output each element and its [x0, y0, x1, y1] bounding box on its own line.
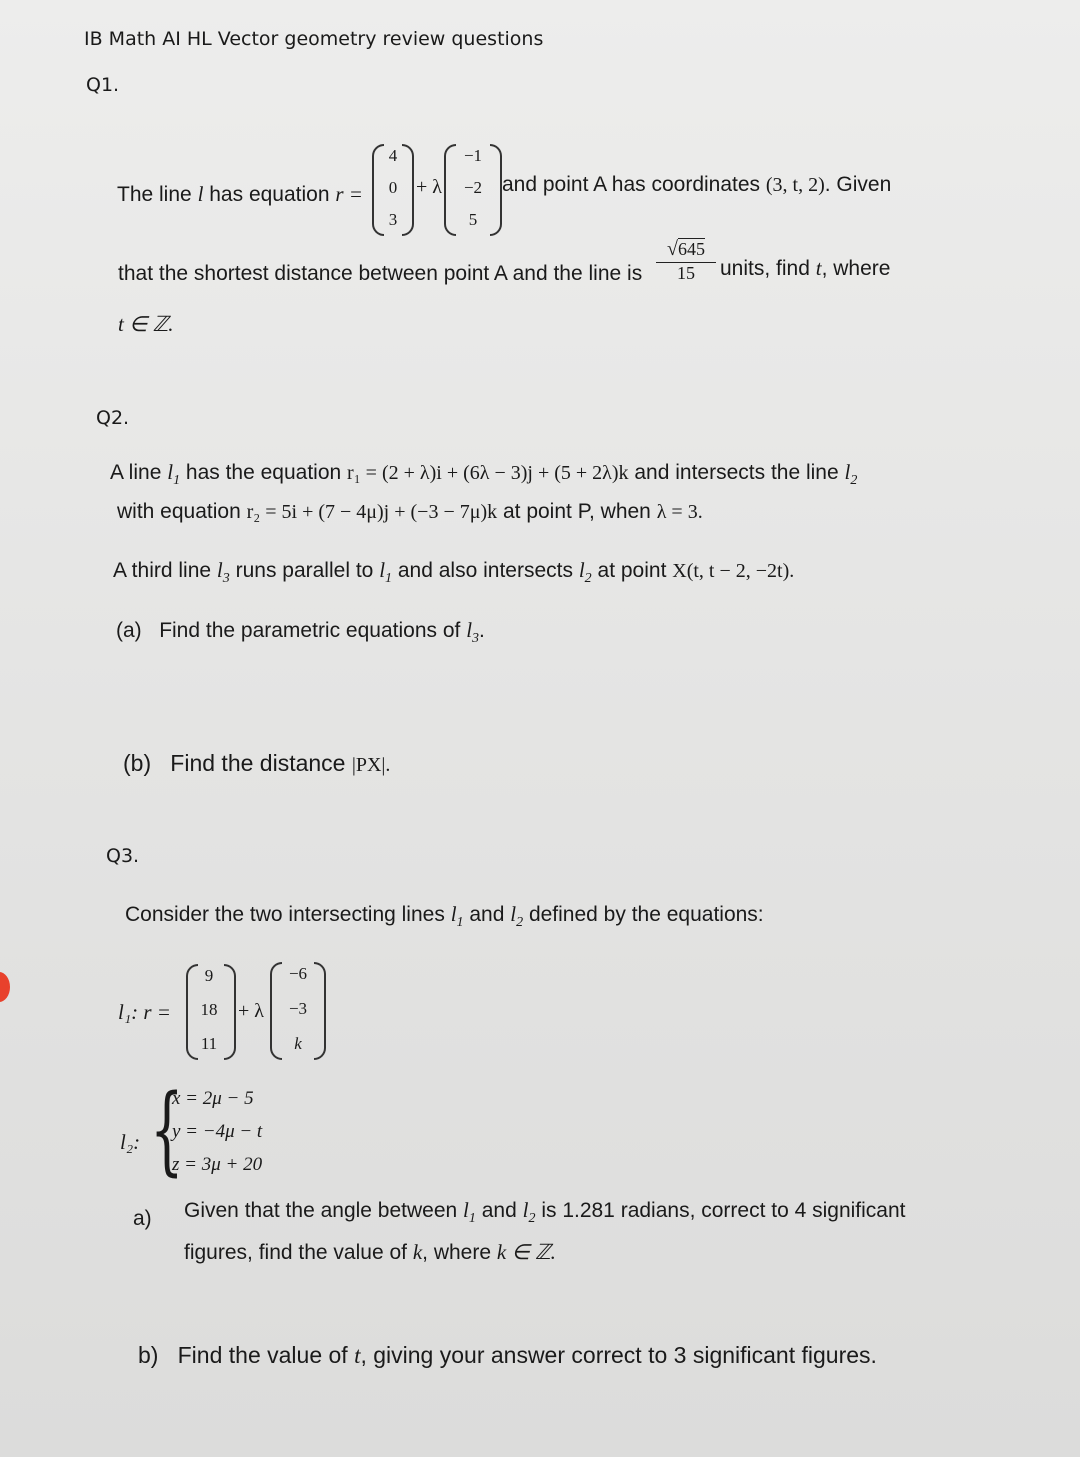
q1-label: Q1.: [86, 74, 120, 96]
q3-label: Q3.: [106, 845, 140, 867]
q3-l2-brace: {: [150, 1074, 184, 1186]
q1-position-vector: 4 0 3: [388, 146, 398, 229]
q3-l2-eq-x: x = 2μ − 5: [172, 1088, 254, 1109]
q3-pos-vec-right-paren: [224, 964, 236, 1060]
q3-plus-lambda: + λ: [238, 1000, 264, 1022]
q3-direction-vector: −6 −3 k: [288, 964, 308, 1053]
q1-text-pointA: and point A has coordinates (3, t, 2). Given: [502, 173, 892, 196]
q2-line2-text: with equation r₂ = 5i + (7 − 4μ)j + (−3 − 7μ)k at point P, when λ = 3.: [117, 500, 703, 523]
q1-text-start: The line l has equation r =: [117, 182, 363, 206]
q1-pos-vec-right-paren: [402, 144, 414, 236]
q3-part-a-line1: Given that the angle between $l_1$ and $l_2$ is 1.281 radians, correct to 4 significant: [184, 1198, 906, 1226]
q2-part-b: (b) Find the distance |PX|.: [123, 750, 391, 776]
q2-label: Q2.: [96, 407, 130, 429]
q1-direction-vector: −1 −2 5: [463, 146, 483, 229]
q2-line3-text: A third line $l_3$ runs parallel to $l_1$ and also intersects $l_2$ at point X(t, t − 2, −2t).: [113, 558, 795, 586]
q1-plus-lambda: + λ: [416, 176, 442, 198]
q1-distance-fraction: $\frac{√645}{15}$: [656, 238, 716, 284]
page-title: IB Math AI HL Vector geometry review questions: [84, 28, 544, 50]
q1-text-shortest: that the shortest distance between point A and the line is: [118, 262, 643, 285]
q3-position-vector: 9 18 11: [200, 966, 218, 1053]
q3-part-b: b) Find the value of t, giving your answer correct to 3 significant figures.: [138, 1342, 877, 1368]
q2-line1-text: A line $l_1$ has the equation r₁ = (2 + λ)i + (6λ − 3)j + (5 + 2λ)k and intersects the line $l_2$: [110, 460, 858, 488]
q1-dir-vec-right-paren: [490, 144, 502, 236]
q3-part-a-line2: figures, find the value of k, where k ∈ ℤ.: [184, 1240, 556, 1264]
q3-l1-label: l₁: r =: [118, 1000, 171, 1024]
red-margin-mark: [0, 972, 10, 1002]
q3-l2-eq-y: y = −4μ − t: [172, 1121, 263, 1142]
q3-part-a-label: a): [133, 1207, 152, 1230]
q3-intro: Consider the two intersecting lines $l_1$ and $l_2$ defined by the equations:: [125, 902, 764, 930]
q1-dir-vec-left-paren: [444, 144, 456, 236]
q2-part-a: (a) Find the parametric equations of $l_3$.: [116, 618, 485, 646]
q3-dir-vec-right-paren: [314, 962, 326, 1060]
q1-text-units: units, find t, where: [720, 256, 891, 280]
q1-domain: t ∈ ℤ.: [118, 312, 174, 336]
q3-l2-eq-z: z = 3μ + 20: [172, 1154, 263, 1175]
q3-l2-label: l₂:: [120, 1130, 141, 1154]
